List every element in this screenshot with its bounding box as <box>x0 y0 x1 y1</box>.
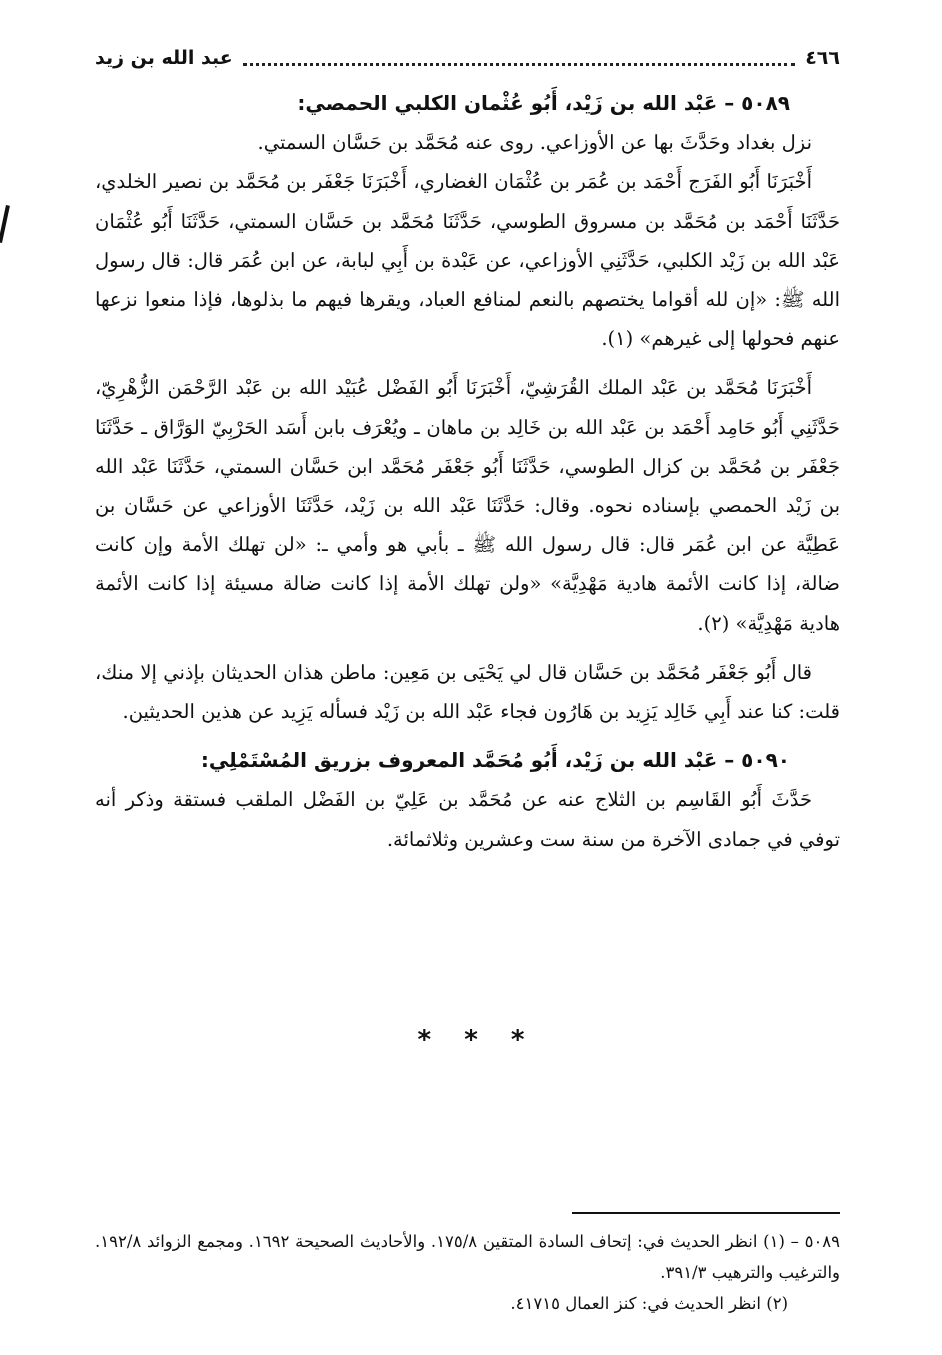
running-header <box>95 40 840 76</box>
paragraph: نزل بغداد وحَدَّثَ بها عن الأوزاعي. روى عنه مُحَمَّد بن حَسَّان السمتي. <box>257 131 812 155</box>
section-separator <box>0 1025 942 1055</box>
running-title: عبد الله بن زيد <box>95 47 233 69</box>
separator-star: * <box>464 1025 478 1055</box>
separator-star: * <box>417 1025 432 1055</box>
paragraph: حَدَّثَ أَبُو القَاسِم بن الثلاج عنه عن مُحَمَّد بن عَلِيّ بن الفَضْل الملقب فستقة وذكر أنه توفي في جمادى الآخرة من سنة ست وعشرين وثلاثمائة. <box>95 788 840 851</box>
paragraph: قال أَبُو جَعْفَر مُحَمَّد بن حَسَّان قال لي يَحْيَى بن مَعِين: ماطن هذان الحديثان بإذني إلا منك، قلت: كنا عند أَبِي خَالِد يَزِيد بن هَارُون فجاء عَبْد الله بن زَيْد فسأله يَزِيد عن هذين الحديثين. <box>95 660 840 724</box>
paragraph: أَخْبَرَنَا مُحَمَّد بن عَبْد الملك القُرَشِيّ، أَخْبَرَنَا أَبُو الفَضْل عُبَيْد الله بن عَبْد الرَّحْمَن الزُّهْرِيّ، حَدَّثَنِي أَبُو حَامِد أَحْمَد بن عَبْد الله بن خَالِد بن ماهان ـ ويُعْرَف بابن أَسَد الحَرْبِيّ الوَرَّاق ـ حَدَّثَنَا جَعْفَر بن مُحَمَّد بن كزال الطوسي، حَدَّثَنَا أَبُو جَعْفَر مُحَمَّد ابن حَسَّان السمتي، حَدَّثَنَا عَبْد الله بن زَيْد الحمصي بإسناده نحوه. وقال: حَدَّثَنَا عَبْد الله بن زَيْد، حَدَّثَنَا الأوزاعي عن حَسَّان بن عَطِيَّة عن ابن عُمَر قال: قال رسول الله ﷺ ـ بأبي هو وأمي ـ: «لن تهلك الأمة وإن كانت ضالة، إذا كانت الأئمة هادية مَهْدِيَّة» «ولن تهلك الأمة إذا كانت ضالة مسيئة إذا كانت الأئمة هادية مَهْدِيَّة» (٢). <box>95 376 840 635</box>
page-number: ٤٦٦ <box>805 47 840 69</box>
entry-heading: ٥٠٨٩ – عَبْد الله بن زَيْد، أَبُو عُثْمان الكلبي الحمصي: <box>297 91 790 115</box>
margin-mark <box>0 205 10 243</box>
header-dotted-leader <box>243 63 795 66</box>
main-text <box>95 84 840 859</box>
footnote: ٥٠٨٩ – (١) انظر الحديث في: إتحاف السادة المتقين ١٧٥/٨. والأحاديث الصحيحة ١٦٩٢. ومجمع الزوائد ١٩٢/٨. والترغيب والترهيب ٣٩١/٣. <box>95 1232 841 1282</box>
footnote-divider <box>572 1212 840 1214</box>
entry-heading: ٥٠٩٠ – عَبْد الله بن زَيْد، أَبُو مُحَمَّد المعروف بزريق المُسْتَمْلِي: <box>200 748 790 773</box>
footnotes <box>95 1226 840 1319</box>
footnote: (٢) انظر الحديث في: كنز العمال ٤١٧١٥. <box>510 1294 788 1313</box>
paragraph: أَخْبَرَنَا أَبُو الفَرَج أَحْمَد بن عُمَر بن عُثْمَان الغضاري، أَخْبَرَنَا جَعْفَر بن مُحَمَّد بن نصير الخلدي، حَدَّثَنَا أَحْمَد بن مُحَمَّد بن مسروق الطوسي، حَدَّثَنَا مُحَمَّد بن حَسَّان السمتي، حَدَّثَنَا أَبُو عُثْمَان عَبْد الله بن زَيْد الكلبي، حَدَّثَنِي الأوزاعي، عن عَبْدة بن أَبِي لبابة، عن ابن عُمَر قال: قال رسول الله ﷺ: «إن لله أقواما يختصهم بالنعم لمنافع العباد، ويقرها فيهم ما بذلوها، فإذا منعوا نزعها عنهم فحولها إلى غيرهم» (١). <box>95 170 840 351</box>
separator-star: * <box>510 1025 525 1055</box>
